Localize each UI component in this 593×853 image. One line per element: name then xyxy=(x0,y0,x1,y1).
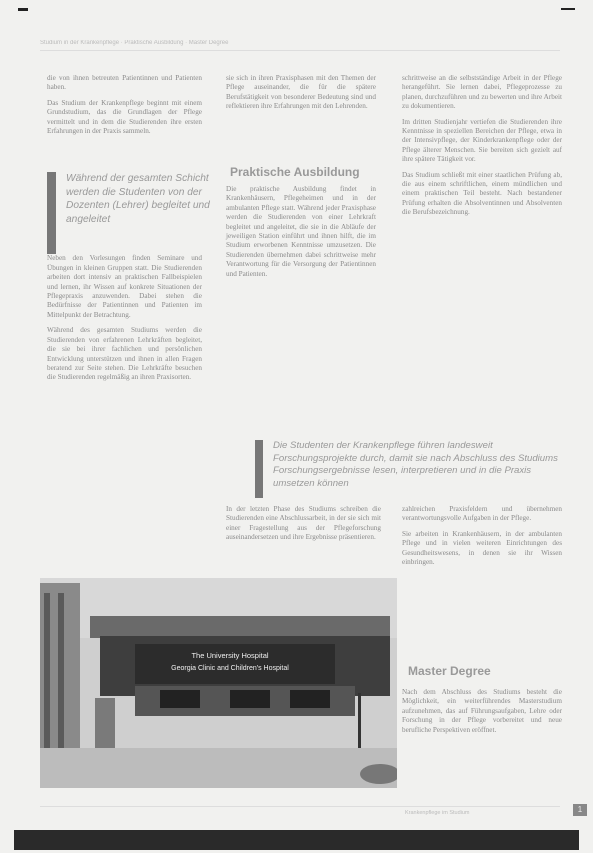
paragraph: Sie arbeiten in Krankenhäusern, in der ambulanten Pflege und in vielen weiteren Einrichtungen des Gesundheitswesens, in denen sie ihr Wissen einbringen. xyxy=(402,529,562,567)
pull-quote-2: Die Studenten der Krankenpflege führen landesweit Forschungsprojekte durch, damit sie nach Abschluss des Studiums Forschungsergebnisse lesen, interpretieren und in die Praxis umsetzen können xyxy=(255,440,570,498)
bottom-rule xyxy=(40,806,560,807)
heading-master-degree: Master Degree xyxy=(408,664,491,678)
column-2 xyxy=(226,74,376,118)
paragraph: In der letzten Phase des Studiums schreiben die Studierenden eine Abschlussarbeit, in der sie sich mit einer Fragestellung aus der Pflegeforschung auseinandersetzen und ihre Ergebnisse präsentieren. xyxy=(226,505,381,542)
top-crop-mark-right xyxy=(561,8,575,10)
column-3 xyxy=(402,74,562,224)
paragraph: Das Studium der Krankenpflege beginnt mit einem Grundstudium, das die Grundlagen der Pflege vermittelt und in dem die Studierenden ihre ersten Erfahrungen in der Praxis sammeln. xyxy=(47,98,202,136)
column-2-bottom xyxy=(226,505,381,549)
page-number: 1 xyxy=(573,804,587,816)
sign-line-2: Georgia Clinic and Children's Hospital xyxy=(171,665,289,672)
running-head: Studium in der Krankenpflege · Praktische Ausbildung · Master Degree xyxy=(40,40,560,51)
paragraph: sie sich in ihren Praxisphasen mit den Themen der Pflege auseinander, die für die spätere Berufstätigkeit von besonderer Bedeutung sind und reflektieren ihre Erfahrungen mit den Lehrenden. xyxy=(226,74,376,111)
paragraph: Das Studium schließt mit einer staatlichen Prüfung ab, die aus einem schriftlichen, einem mündlichen und einem praktischen Teil besteht. Nach bestandener Prüfung erhalten die Absolventinnen und Absolventen die Berufsbezeichnung. xyxy=(402,170,562,217)
paragraph: Neben den Vorlesungen finden Seminare und Übungen in kleinen Gruppen statt. Die Studierenden arbeiten dort intensiv an praktischen Fallbeispielen und lernen, ihr Wissen auf konkrete Situationen der Pflegepraxis anzuwenden. Dabei stehen die Bedürfnisse der Patientinnen und Patienten im Mittelpunkt der Betrachtung. xyxy=(47,254,202,319)
paragraph: zahlreichen Praxisfeldern und übernehmen verantwortungsvolle Aufgaben in der Pflege. xyxy=(402,505,562,523)
column-3-bottom xyxy=(402,505,562,573)
heading-praktische-ausbildung: Praktische Ausbildung xyxy=(230,165,360,179)
paragraph: Die praktische Ausbildung findet in Krankenhäusern, Pflegeheimen und in der ambulanten Pflege statt. Während jeder Praxisphase werden die Studierenden von einer Lehrkraft begleitet und angeleitet, die sie in die Abläufe der jeweiligen Station einführt und ihnen hilft, die im Studium erworbenen Kenntnisse umzusetzen. Die Studierenden übernehmen dabei schrittweise mehr Verantwortung für die Versorgung der Patientinnen und Patienten. xyxy=(226,185,376,278)
paragraph: Im dritten Studienjahr vertiefen die Studierenden ihre Kenntnisse in speziellen Bereichen der Pflege, etwa in der Intensivpflege, der Kinderkrankenpflege oder der Pflege älterer Menschen. Sie bereiten sich gezielt auf ihre spätere Tätigkeit vor. xyxy=(402,117,562,164)
sign-line-1: The University Hospital xyxy=(191,651,269,660)
paragraph: Während des gesamten Studiums werden die Studierenden von erfahrenen Lehrkräften begleitet, die sie bei ihrer fachlichen und persönlichen Entwicklung unterstützen und ihnen in allen Fragen beratend zur Seite stehen. Die Lehrkräfte besuchen die Studierenden regelmäßig an ihren Praxisorten. xyxy=(47,326,202,382)
column-3-master xyxy=(402,688,562,741)
hospital-photo xyxy=(40,578,397,788)
paragraph: die von ihnen betreuten Patientinnen und Patienten haben. xyxy=(47,74,202,92)
footer-text: Krankenpflege im Studium xyxy=(405,810,470,816)
paragraph: Nach dem Abschluss des Studiums besteht die Möglichkeit, ein weiterführendes Masterstudium aufzunehmen, das auf Führungsaufgaben, Lehre oder Forschung in der Pflege vorbereitet und neue berufliche Perspektiven eröffnet. xyxy=(402,688,562,734)
column-2-praktisch xyxy=(226,185,376,285)
top-crop-mark xyxy=(18,8,28,11)
bottom-bar xyxy=(14,830,579,850)
hospital-photo-image xyxy=(40,578,397,788)
paragraph: schrittweise an die selbstständige Arbeit in der Pflege herangeführt. Sie lernen dabei, Pflegeprozesse zu planen, durchzuführen und zu bewerten und ihre Arbeit zu dokumentieren. xyxy=(402,74,562,111)
pull-quote-1: Während der gesamten Schicht werden die Studenten von der Dozenten (Lehrer) begleitet und angeleitet xyxy=(47,172,212,254)
